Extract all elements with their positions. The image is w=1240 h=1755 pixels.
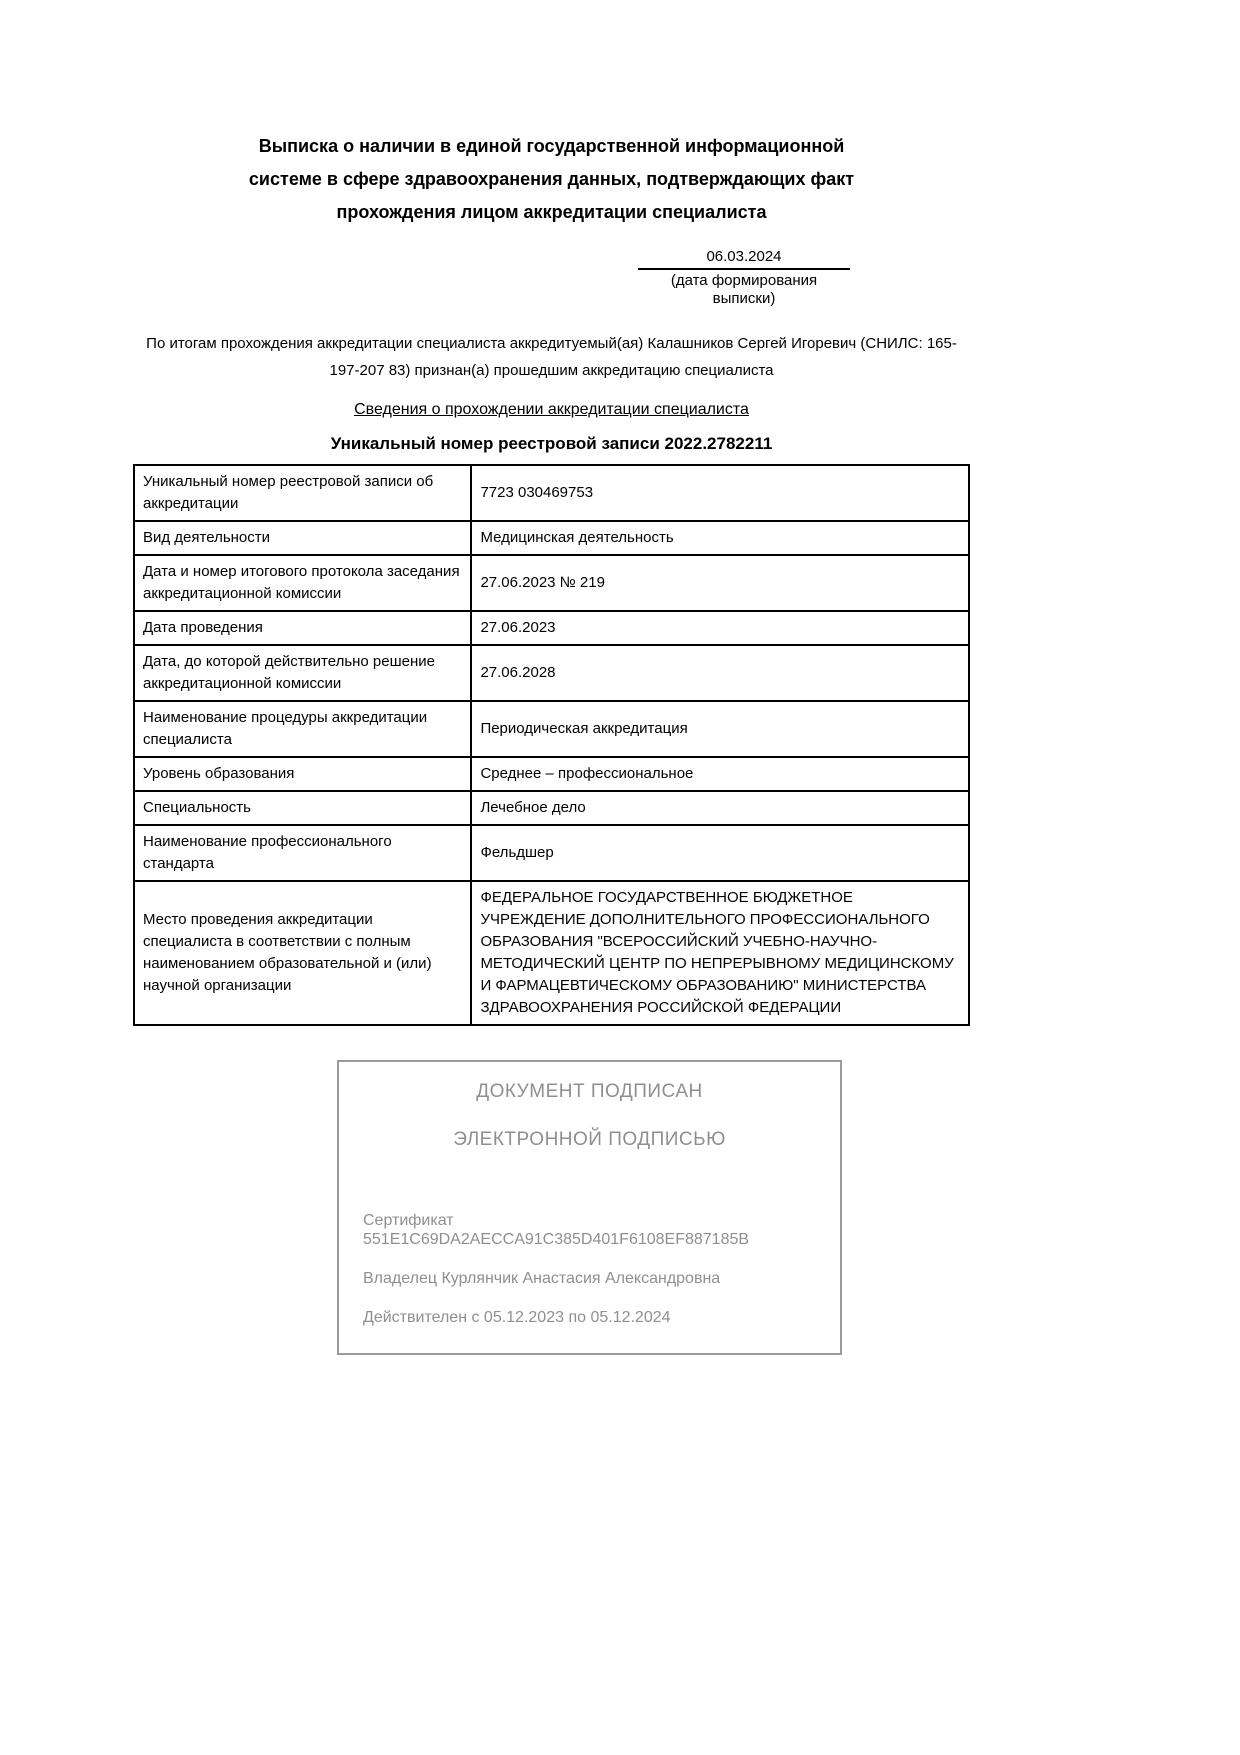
table-row	[134, 881, 969, 1025]
accreditation-table	[133, 464, 970, 1026]
intro-paragraph: По итогам прохождения аккредитации специалиста аккредитуемый(ая) Калашников Сергей Игоревич (СНИЛС: 165-197-207 83) признан(а) прошедшим аккредитацию специалиста	[146, 335, 957, 379]
row-label: Уникальный номер реестровой записи об аккредитации	[134, 465, 471, 521]
row-value: 27.06.2023 № 219	[471, 555, 969, 611]
signature-heading-line2: ЭЛЕКТРОННОЙ ПОДПИСЬЮ	[453, 1129, 726, 1150]
table-row	[134, 645, 969, 701]
signature-validity: Действителен с 05.12.2023 по 05.12.2024	[363, 1309, 671, 1326]
row-value: Периодическая аккредитация	[471, 701, 969, 757]
row-value: ФЕДЕРАЛЬНОЕ ГОСУДАРСТВЕННОЕ БЮДЖЕТНОЕ УЧРЕЖДЕНИЕ ДОПОЛНИТЕЛЬНОГО ПРОФЕССИОНАЛЬНОГО ОБРАЗОВАНИЯ "ВСЕРОССИЙСКИЙ УЧЕБНО-НАУЧНО-МЕТОДИЧЕСКИЙ ЦЕНТР ПО НЕПРЕРЫВНОМУ МЕДИЦИНСКОМУ И ФАРМАЦЕВТИЧЕСКОМУ ОБРАЗОВАНИЮ" МИНИСТЕРСТВА ЗДРАВООХРАНЕНИЯ РОССИЙСКОЙ ФЕДЕРАЦИИ	[471, 881, 969, 1025]
document-page	[133, 0, 970, 1355]
row-label: Вид деятельности	[134, 521, 471, 555]
table-row	[134, 825, 969, 881]
table-row	[134, 757, 969, 791]
table-row	[134, 555, 969, 611]
table-row	[134, 611, 969, 645]
row-label: Наименование профессионального стандарта	[134, 825, 471, 881]
row-value: 27.06.2028	[471, 645, 969, 701]
signature-heading-line1: ДОКУМЕНТ ПОДПИСАН	[476, 1081, 703, 1102]
title-line-2: системе в сфере здравоохранения данных, подтверждающих факт	[248, 169, 855, 189]
row-label: Специальность	[134, 791, 471, 825]
signature-box	[337, 1060, 842, 1355]
row-value: 27.06.2023	[471, 611, 969, 645]
row-label: Дата, до которой действительно решение аккредитационной комиссии	[134, 645, 471, 701]
table-row	[134, 465, 969, 521]
signature-owner: Владелец Курлянчик Анастасия Александровна	[363, 1270, 721, 1287]
extract-date-block	[638, 247, 850, 308]
document-title	[133, 130, 970, 229]
row-value: 7723 030469753	[471, 465, 969, 521]
row-label: Наименование процедуры аккредитации специалиста	[134, 701, 471, 757]
table-row	[134, 701, 969, 757]
extract-date-caption: (дата формирования выписки)	[670, 272, 818, 307]
table-row	[134, 791, 969, 825]
row-value: Лечебное дело	[471, 791, 969, 825]
extract-date: 06.03.2024	[638, 247, 850, 270]
section-heading: Сведения о прохождении аккредитации специалиста	[354, 401, 749, 418]
row-value: Фельдшер	[471, 825, 969, 881]
signature-certificate: Сертификат 551E1C69DA2AECCA91C385D401F6108EF887185B	[363, 1212, 750, 1248]
table-row	[134, 521, 969, 555]
row-value: Медицинская деятельность	[471, 521, 969, 555]
accreditation-table-body	[134, 465, 969, 1025]
row-value: Среднее – профессиональное	[471, 757, 969, 791]
title-line-1: Выписка о наличии в единой государственной информационной	[258, 136, 845, 156]
registry-number-heading: Уникальный номер реестровой записи 2022.2782211	[330, 434, 773, 453]
row-label: Дата и номер итогового протокола заседания аккредитационной комиссии	[134, 555, 471, 611]
row-label: Уровень образования	[134, 757, 471, 791]
title-line-3: прохождения лицом аккредитации специалиста	[336, 202, 767, 222]
row-label: Дата проведения	[134, 611, 471, 645]
row-label: Место проведения аккредитации специалиста в соответствии с полным наименованием образовательной и (или) научной организации	[134, 881, 471, 1025]
